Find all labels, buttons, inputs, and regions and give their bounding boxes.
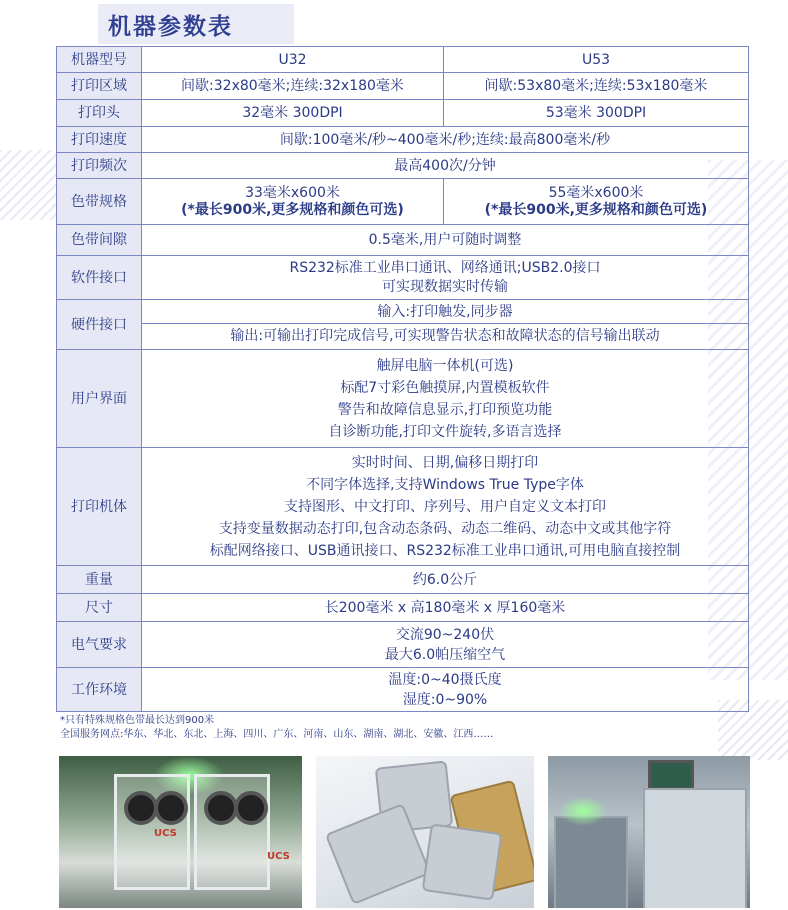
display-screen — [648, 760, 694, 790]
row-print-area — [57, 73, 749, 100]
value-weight: 约6.0公斤 — [142, 566, 749, 594]
row-electrical — [57, 622, 749, 668]
label-weight: 重量 — [57, 566, 142, 594]
value-print-speed: 间歇:100毫米/秒~400毫米/秒;连续:最高800毫米/秒 — [142, 127, 749, 153]
spec-table — [56, 46, 749, 712]
ui-line: 自诊断功能,打印文件旋转,多语言选择 — [328, 423, 562, 440]
electrical-line1: 交流90~240伏 — [395, 626, 495, 643]
value-model-u53: U53 — [444, 47, 749, 73]
label-dimensions: 尺寸 — [57, 594, 142, 622]
green-light — [558, 796, 608, 826]
value-hardware-interface — [142, 300, 749, 350]
value-ribbon-u53 — [444, 179, 749, 225]
row-hardware-interface — [57, 300, 749, 350]
body-line: 支持变量数据动态打印,包含动态条码、动态二维码、动态中文或其他字符 — [218, 520, 672, 537]
label-print-speed: 打印速度 — [57, 127, 142, 153]
label-ribbon-gap: 色带间隙 — [57, 225, 142, 256]
body-line: 不同字体选择,支持Windows True Type字体 — [306, 476, 584, 493]
value-head-u32: 32毫米 300DPI — [142, 100, 444, 127]
body-line: 支持图形、中文打印、序列号、用户自定义文本打印 — [284, 498, 606, 515]
footnote-service-network: 全国服务网点:华东、华北、东北、上海、四川、广东、河南、山东、湖南、湖北、安徽、江西…… — [60, 729, 494, 740]
value-electrical — [142, 622, 749, 668]
value-head-u53: 53毫米 300DPI — [444, 100, 749, 127]
row-model — [57, 47, 749, 73]
ribbon-u32-size: 33毫米x600米 — [245, 184, 340, 201]
ribbon-reel-icon — [204, 791, 238, 825]
label-electrical: 电气要求 — [57, 622, 142, 668]
value-ribbon-gap: 0.5毫米,用户可随时调整 — [142, 225, 749, 256]
body-line: 实时时间、日期,偏移日期打印 — [351, 454, 539, 471]
value-printer-body — [142, 448, 749, 566]
ui-line: 标配7寸彩色触摸屏,内置模板软件 — [340, 379, 550, 396]
value-ribbon-u32 — [142, 179, 444, 225]
label-print-head: 打印头 — [57, 100, 142, 127]
software-interface-line2: 可实现数据实时传输 — [382, 278, 508, 295]
row-user-interface — [57, 350, 749, 448]
ribbon-u53-note: (*最长900米,更多规格和颜色可选) — [484, 201, 708, 218]
row-ribbon-gap — [57, 225, 749, 256]
label-hardware-interface: 硬件接口 — [57, 300, 142, 350]
body-line: 标配网络接口、USB通讯接口、RS232标准工业串口通讯,可用电脑直接控制 — [209, 542, 681, 559]
printed-bag — [422, 823, 503, 900]
environment-line1: 温度:0~40摄氏度 — [388, 671, 502, 688]
hardware-interface-input: 输入:打印触发,同步器 — [377, 304, 513, 320]
hardware-interface-output: 输出:可输出打印完成信号,可实现警告状态和故障状态的信号输出联动 — [142, 323, 748, 348]
ui-line: 触屏电脑一体机(可选) — [376, 357, 514, 374]
printer-frame-left — [114, 774, 190, 890]
photo-printer-installation — [59, 756, 302, 908]
value-print-frequency: 最高400次/分钟 — [142, 153, 749, 179]
label-model: 机器型号 — [57, 47, 142, 73]
label-ribbon-spec: 色带规格 — [57, 179, 142, 225]
label-print-frequency: 打印频次 — [57, 153, 142, 179]
value-environment — [142, 668, 749, 712]
value-dimensions: 长200毫米 x 高180毫米 x 厚160毫米 — [142, 594, 749, 622]
value-software-interface — [142, 256, 749, 300]
label-software-interface: 软件接口 — [57, 256, 142, 300]
label-user-interface: 用户界面 — [57, 350, 142, 448]
printer-cabinet — [643, 788, 747, 908]
row-environment — [57, 668, 749, 712]
software-interface-line1: RS232标准工业串口通讯、网络通讯;USB2.0接口 — [289, 259, 601, 276]
ui-line: 警告和故障信息显示,打印预览功能 — [337, 401, 553, 418]
ucs-label: UCS — [154, 828, 177, 839]
row-print-frequency — [57, 153, 749, 179]
value-user-interface — [142, 350, 749, 448]
row-print-head — [57, 100, 749, 127]
value-print-area-u53: 间歇:53x80毫米;连续:53x180毫米 — [444, 73, 749, 100]
value-model-u32: U32 — [142, 47, 444, 73]
row-dimensions — [57, 594, 749, 622]
footnotes — [60, 714, 493, 742]
value-print-area-u32: 间歇:32x80毫米;连续:32x180毫米 — [142, 73, 444, 100]
ribbon-u53-size: 55毫米x600米 — [548, 184, 644, 201]
environment-line2: 湿度:0~90% — [402, 691, 488, 708]
photo-machine-detail — [548, 756, 750, 908]
ribbon-reel-icon — [234, 791, 268, 825]
ribbon-u32-note: (*最长900米,更多规格和颜色可选) — [181, 201, 404, 218]
label-printer-body: 打印机体 — [57, 448, 142, 566]
printer-frame-right — [194, 774, 270, 890]
row-software-interface — [57, 256, 749, 300]
photo-printed-bags — [316, 756, 534, 908]
ribbon-reel-icon — [124, 791, 158, 825]
label-print-area: 打印区域 — [57, 73, 142, 100]
row-printer-body — [57, 448, 749, 566]
footnote-ribbon: *只有特殊规格色带最长达到900米 — [60, 715, 215, 726]
page-title: 机器参数表 — [108, 14, 233, 40]
machine-base — [554, 816, 628, 908]
ribbon-reel-icon — [154, 791, 188, 825]
row-weight — [57, 566, 749, 594]
label-environment: 工作环境 — [57, 668, 142, 712]
electrical-line2: 最大6.0帕压缩空气 — [384, 646, 506, 663]
ucs-label: UCS — [267, 851, 290, 862]
row-print-speed — [57, 127, 749, 153]
row-ribbon-spec — [57, 179, 749, 225]
